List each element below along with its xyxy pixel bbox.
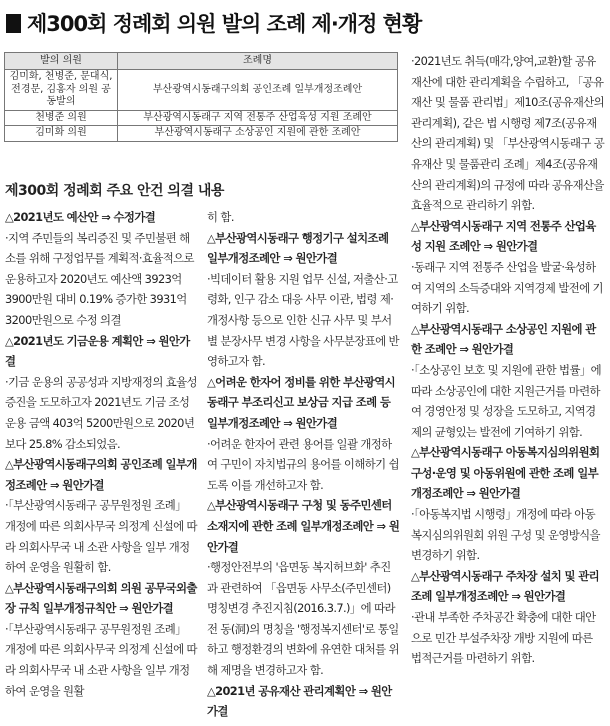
agenda-item-body: ·「부산광역시동래구 공무원정원 조례」 개정에 따른 의회사무국 의정계 신설에 따라 의회사무국 내 소관 사항을 일부 개정하여 운영을 원활히 함. (5, 498, 197, 575)
agenda-item-heading: △어려운 한자어 정비를 위한 부산광역시동래구 부조리신고 보상금 지급 조례 등 일부개정조례안 ⇒ 원안가결 (207, 374, 396, 430)
page-title (6, 6, 606, 40)
table-cell-ordinance: 부산광역시동래구의회 공인조례 일부개정조례안 (118, 70, 398, 111)
article-column-2 (207, 207, 400, 722)
agenda-item-body: ·관내 부족한 주차공간 확충에 대한 대안으로 민간 부설주차장 개방 지원에 따른 법적근거를 마련하기 위함. (411, 610, 596, 666)
table-header-ordinance: 조례명 (118, 53, 398, 70)
square-bullet-icon (6, 14, 21, 33)
table-header-row (5, 53, 398, 70)
agenda-item-body: ·동래구 지역 전통주 산업을 발굴·육성하여 지역의 소득증대와 지역경제 발전에 기여하기 위함. (411, 259, 603, 316)
agenda-item-heading: △2021년 공유재산 관리계획안 ⇒ 원안가결 (207, 683, 392, 719)
agenda-item-heading: △부산광역시동래구 아동복지심의위원회 구성·운영 및 아동위원에 관한 조례 일부개정조례안 ⇒ 원안가결 (411, 445, 600, 501)
agenda-item-heading: △부산광역시동래구의회 의원 공무국외출장 규칙 일부개정규칙안 ⇒ 원안가결 (5, 580, 197, 616)
table-header-proposer: 발의 의원 (5, 53, 118, 70)
table-cell-proposer: 김미화 의원 (5, 126, 118, 142)
agenda-item-heading: △부산광역시동래구의회 공인조례 일부개정조례안 ⇒ 원안가결 (5, 457, 197, 492)
agenda-item-heading: △부산광역시동래구 구청 및 동주민센터 소재지에 관한 조례 일부개정조례안 ⇒ 원안가결 (207, 498, 400, 554)
table-row (5, 70, 398, 111)
page-title-text: 제300회 정례회 의원 발의 조례 제·개정 현황 (27, 12, 422, 36)
ordinance-table (4, 52, 398, 142)
article-column-3 (411, 51, 605, 669)
table-cell-proposer: 천병준 의원 (5, 110, 118, 126)
agenda-item-heading: △부산광역시동래구 주차장 설치 및 관리 조례 일부개정조례안 ⇒ 원안가결 (411, 568, 600, 604)
agenda-item-body: ·「부산광역시동래구 공무원정원 조례」 개정에 따른 의회사무국 의정계 신설에 따라 의회사무국 내 소관 사항을 일부 개정하여 운영을 원활 (5, 621, 197, 698)
agenda-item-body: ·행정안전부의 '읍면동 복지허브화' 추진과 관련하여 「읍면동 사무소(주민센터) 명칭변경 추진지침(2016.3.7.)」에 따라 전 동(洞)의 명칭을 '행정복지센터'로 통일하고 행정환경의 변화에 유연한 대처를 위해 제명을 변경하고자 함. (207, 560, 399, 678)
agenda-item-body: ·2021년도 취득(매각,양여,교환)할 공유재산에 대한 관리계획을 수립하고, 「공유재산 및 물품 관리법」제10조(공유재산의 관리계획), 같은 법 시행령 제7조(공유재산의 관리계획) 및 「부산광역시동래구 공유재산 및 물품관리 조례」제4조(공유재산의 관리계획)의 규정에 따라 공유재산을 효율적으로 관리하기 위함. (411, 54, 605, 213)
table-cell-ordinance: 부산광역시동래구 소상공인 지원에 관한 조례안 (118, 126, 398, 142)
agenda-item-body: 히 함. (207, 210, 234, 224)
agenda-item-body: ·기금 운용의 공공성과 지방재정의 효율성 증진을 도모하고자 2021년도 기금 조성 운용 금액 403억 5200만원으로 2020년보다 25.8% 감소되었음. (5, 374, 197, 451)
agenda-item-body: ·빅데이터 활용 지원 업무 신설, 저출산·고령화, 인구 감소 대응 사무 이관, 법령 제·개정사항 등으로 인한 신규 사무 및 부서별 분장사무 변경 사항을 사무분장표에 반영하고자 함. (207, 271, 399, 369)
agenda-item-body: ·지역 주민들의 복리증진 및 주민불편 해소를 위해 구정업무를 계획적·효율적으로 운용하고자 2020년도 예산액 3923억 3900만원 대비 0.19% 증가한 3931억 3200만원으로 수정 의결 (5, 230, 194, 327)
agenda-item-heading: △부산광역시동래구 지역 전통주 산업육성 지원 조례안 ⇒ 원안가결 (411, 218, 596, 254)
article-column-1 (5, 207, 198, 701)
agenda-item-heading: △부산광역시동래구 행정기구 설치조례 일부개정조례안 ⇒ 원안가결 (207, 230, 389, 266)
agenda-item-body: ·「소상공인 보호 및 지원에 관한 법률」에 따라 소상공인에 대한 지원근거를 마련하여 경영안정 및 성장을 도모하고, 지역경제의 균형있는 발전에 기여하기 위함. (411, 362, 602, 439)
section-subheading: 제300회 정례회 주요 안건 의결 내용 (5, 183, 224, 199)
agenda-item-body: ·「아동복지법 시행령」개정에 따라 아동복지심의위원회 위원 구성 및 운영방식을 변경하기 위함. (411, 507, 600, 563)
table-cell-ordinance: 부산광역시동래구 지역 전통주 산업육성 지원 조례안 (118, 110, 398, 126)
table-row (5, 110, 398, 126)
agenda-item-body: ·어려운 한자어 관련 용어를 일괄 개정하여 구민이 자치법규의 용어를 이해하기 쉽도록 이를 개선하고자 함. (207, 436, 399, 492)
table-cell-proposer: 김미화, 천병준, 문대식, 전경문, 김홍자 의원 공동발의 (5, 70, 118, 111)
agenda-item-heading: △2021년도 기금운용 계획안 ⇒ 원안가결 (5, 333, 190, 369)
agenda-item-heading: △2021년도 예산안 ⇒ 수정가결 (5, 210, 156, 224)
agenda-item-heading: △부산광역시동래구 소상공인 지원에 관한 조례안 ⇒ 원안가결 (411, 321, 596, 357)
table-row (5, 126, 398, 142)
